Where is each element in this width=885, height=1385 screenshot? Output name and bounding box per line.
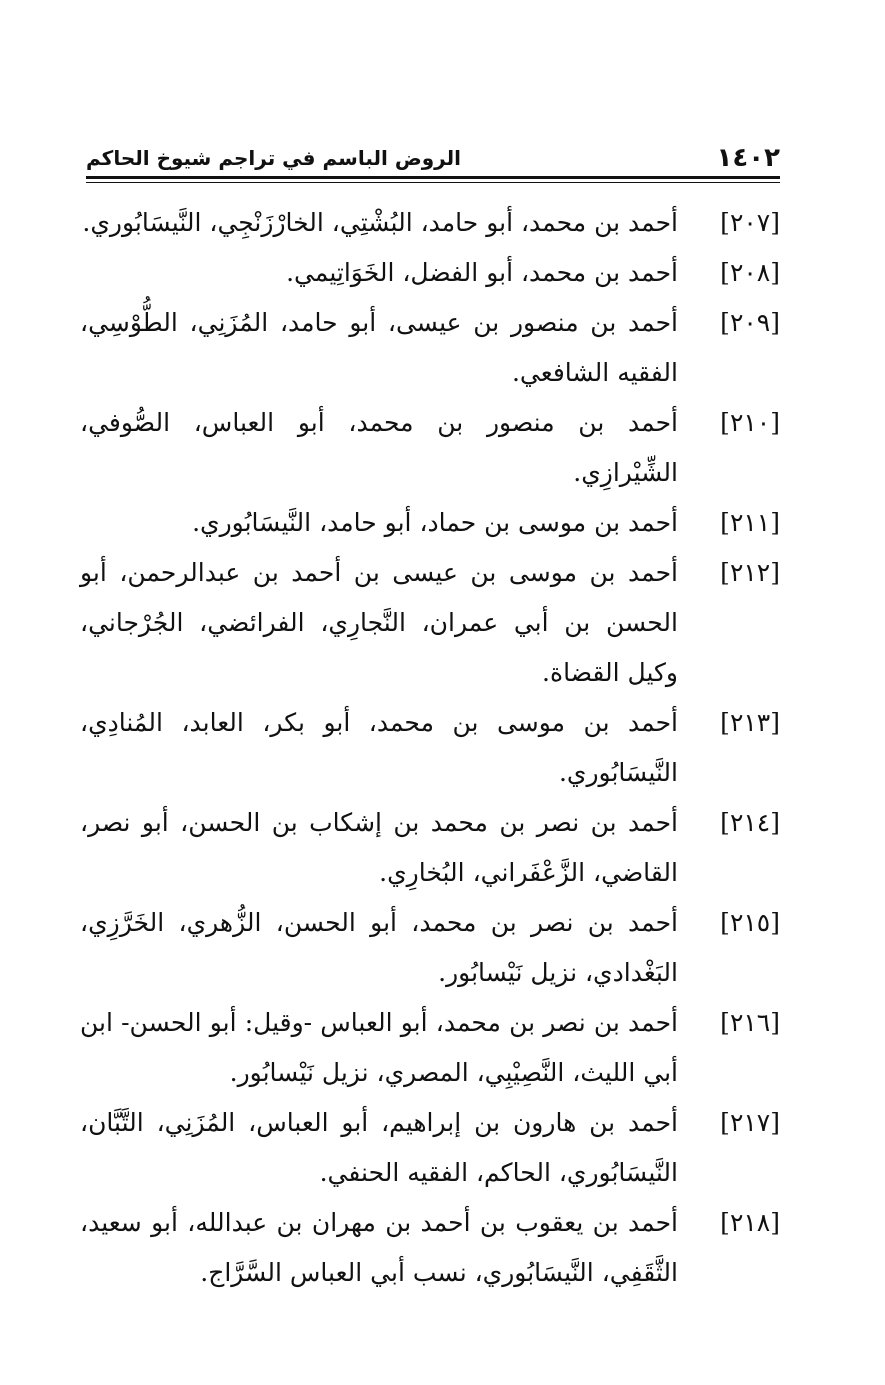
entry-215 [80, 898, 780, 998]
entry-text: أحمد بن محمد، أبو الفضل، الخَوَاتِيمي. [286, 258, 678, 287]
entry-number: [٢٠٩] [720, 308, 780, 337]
entry-207 [80, 198, 780, 248]
entry-text: أحمد بن نصر بن محمد بن إشكاب بن الحسن، أبو نصر، القاضي، الزَّعْفَراني، البُخارِي. [80, 808, 678, 887]
entry-210 [80, 398, 780, 498]
entry-216 [80, 998, 780, 1098]
entry-208 [80, 248, 780, 298]
entry-number: [٢١٢] [720, 558, 780, 587]
entry-212 [80, 548, 780, 698]
entry-text: أحمد بن محمد، أبو حامد، البُشْتِي، الخارْزَنْجِي، النَّيسَابُوري. [82, 208, 678, 237]
entry-text: أحمد بن نصر بن محمد، أبو العباس -وقيل: أبو الحسن- ابن أبي الليث، النَّصِيْبِي، المصري، نزيل نَيْسابُور. [80, 1008, 678, 1087]
entry-number: [٢١٠] [720, 408, 780, 437]
book-title: الروض الباسم في تراجم شيوخ الحاكم [86, 146, 461, 170]
entry-209 [80, 298, 780, 398]
entry-text: أحمد بن موسى بن محمد، أبو بكر، العابد، المُنادِي، النَّيسَابُوري. [80, 708, 678, 787]
entry-text: أحمد بن منصور بن محمد، أبو العباس، الصُّوفي، الشِّيْرازِي. [80, 408, 678, 487]
header-rule [86, 176, 780, 179]
entry-number: [٢١٦] [720, 1008, 780, 1037]
entry-number: [٢١٨] [720, 1208, 780, 1237]
running-head [86, 140, 780, 176]
entry-number: [٢٠٨] [720, 258, 780, 287]
entry-text: أحمد بن نصر بن محمد، أبو الحسن، الزُّهري، الخَرَّزِي، البَغْدادي، نزيل نَيْسابُور. [80, 908, 678, 987]
entry-number: [٢١٤] [720, 808, 780, 837]
entry-list [80, 198, 780, 1298]
header-rule-thin [86, 182, 780, 183]
entry-text: أحمد بن موسى بن عيسى بن أحمد بن عبدالرحمن، أبو الحسن بن أبي عمران، النَّجارِي، الفرائضي، الجُرْجاني، وكيل القضاة. [80, 558, 678, 687]
entry-text: أحمد بن موسى بن حماد، أبو حامد، النَّيسَابُوري. [192, 508, 678, 537]
entry-number: [٢١٥] [720, 908, 780, 937]
entry-218 [80, 1198, 780, 1298]
entry-213 [80, 698, 780, 798]
page-number: ١٤٠٢ [716, 143, 780, 173]
entry-214 [80, 798, 780, 898]
entry-217 [80, 1098, 780, 1198]
entry-number: [٢٠٧] [720, 208, 780, 237]
entry-number: [٢١١] [720, 508, 780, 537]
entry-number: [٢١٧] [720, 1108, 780, 1137]
entry-text: أحمد بن يعقوب بن أحمد بن مهران بن عبدالله، أبو سعيد، الثَّقَفِي، النَّيسَابُوري، نسب أبي العباس السَّرَّاج. [80, 1208, 678, 1287]
entry-number: [٢١٣] [720, 708, 780, 737]
entry-211 [80, 498, 780, 548]
entry-text: أحمد بن هارون بن إبراهيم، أبو العباس، المُزَنِي، التَّبَّان، النَّيسَابُوري، الحاكم، الفقيه الحنفي. [80, 1108, 678, 1187]
entry-text: أحمد بن منصور بن عيسى، أبو حامد، المُزَنِي، الطُّوْسِي، الفقيه الشافعي. [80, 308, 678, 387]
